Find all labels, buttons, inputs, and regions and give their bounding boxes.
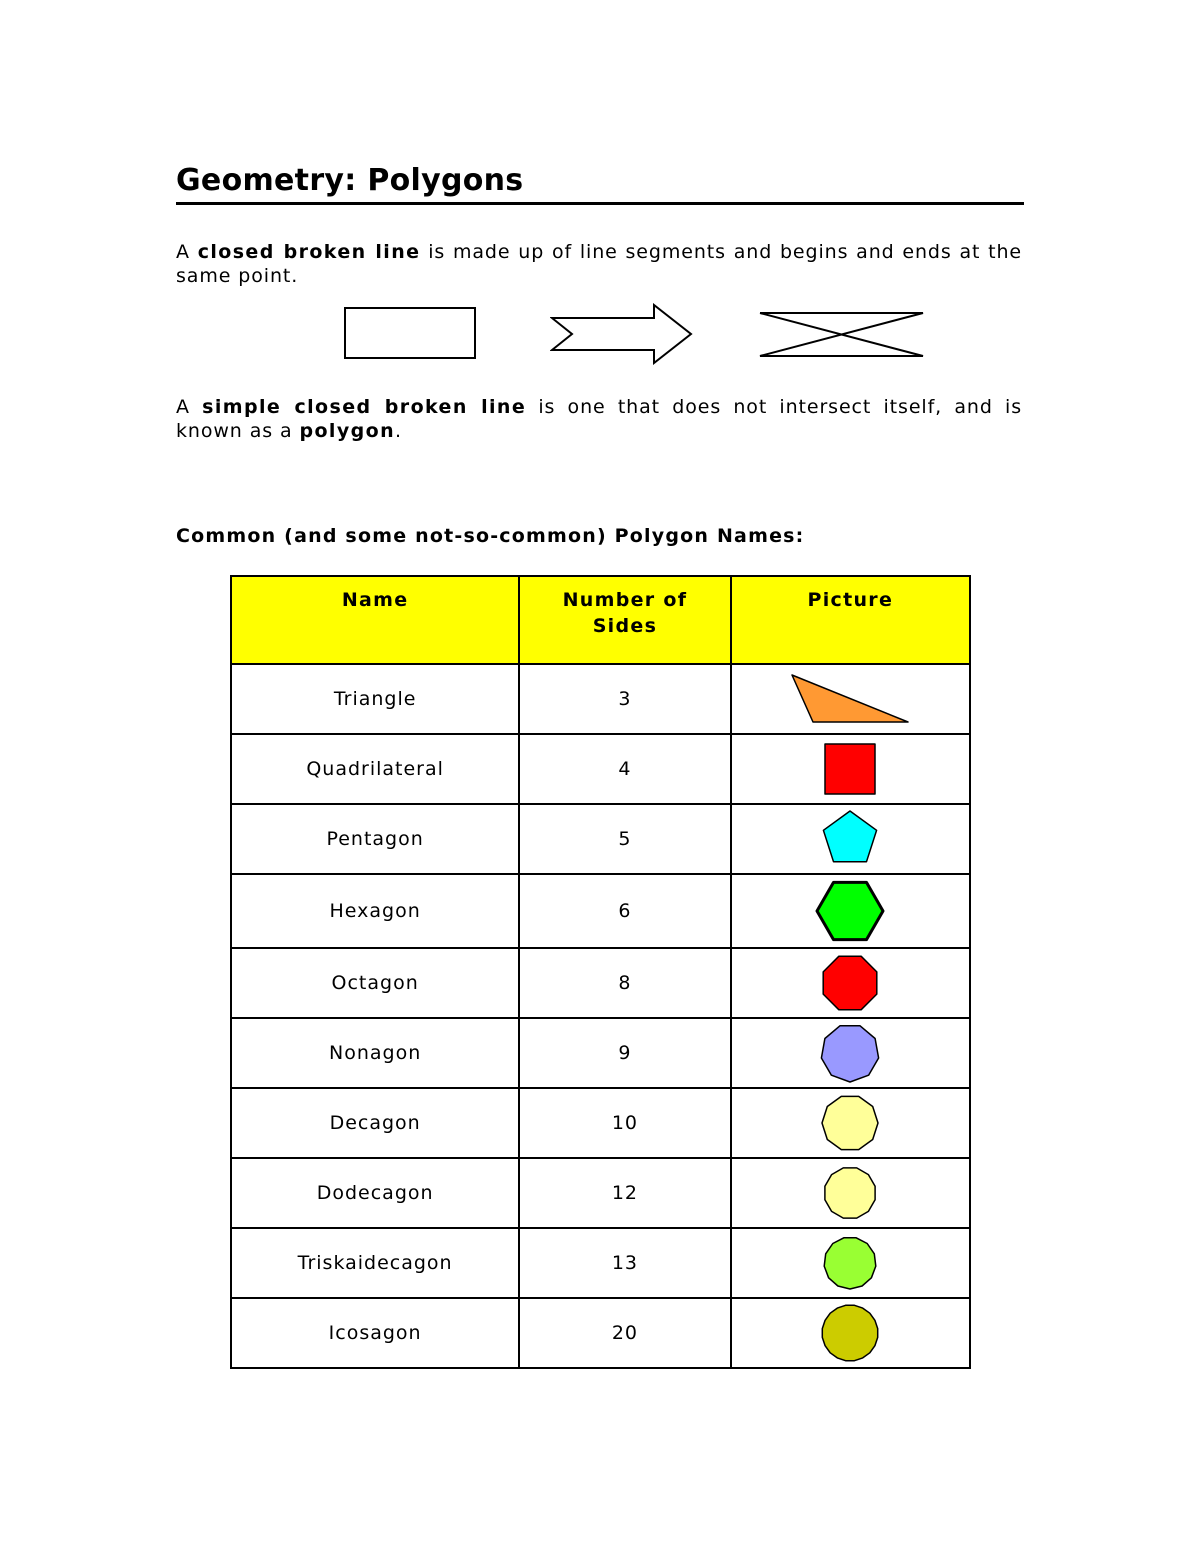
sides-count-cell: 9 xyxy=(519,1018,730,1088)
column-header-name: Name xyxy=(231,576,519,664)
table-row xyxy=(231,664,970,734)
term-simple-closed-broken-line: simple closed broken line xyxy=(202,396,527,418)
polygon-picture-cell xyxy=(731,1298,970,1368)
table-row xyxy=(231,874,970,948)
polygon-picture-cell xyxy=(731,664,970,734)
triskaidecagon-icon xyxy=(821,1234,879,1292)
polygon-picture-cell xyxy=(731,874,970,948)
polygon-picture-cell xyxy=(731,1158,970,1228)
polygon-definition: A simple closed broken line is one that does not intersect itself, and is known as a polygon. xyxy=(176,396,1022,442)
sides-count-cell: 12 xyxy=(519,1158,730,1228)
sides-count-cell: 6 xyxy=(519,874,730,948)
nonagon-icon xyxy=(818,1021,882,1085)
polygon-picture-cell xyxy=(731,1018,970,1088)
polygon-name-cell: Dodecagon xyxy=(231,1158,519,1228)
sides-count-cell: 5 xyxy=(519,804,730,874)
sides-count-cell: 8 xyxy=(519,948,730,1018)
table-row xyxy=(231,1158,970,1228)
arrow-example xyxy=(550,303,694,365)
sides-count-cell: 20 xyxy=(519,1298,730,1368)
polygon-picture-cell xyxy=(731,804,970,874)
polygon-name-cell: Hexagon xyxy=(231,874,519,948)
polygon-name-cell: Pentagon xyxy=(231,804,519,874)
polygon-name-cell: Triangle xyxy=(231,664,519,734)
page-title: Geometry: Polygons xyxy=(176,163,1024,205)
decagon-icon xyxy=(819,1092,881,1154)
dodecagon-icon xyxy=(821,1164,879,1222)
octagon-icon xyxy=(818,951,882,1015)
table-row xyxy=(231,1228,970,1298)
pentagon-icon xyxy=(819,808,881,870)
term-closed-broken-line: closed broken line xyxy=(197,241,421,263)
icosagon-icon xyxy=(819,1302,881,1364)
polygon-picture-cell xyxy=(731,1228,970,1298)
polygon-name-cell: Icosagon xyxy=(231,1298,519,1368)
sides-count-cell: 3 xyxy=(519,664,730,734)
sides-count-cell: 10 xyxy=(519,1088,730,1158)
sides-count-cell: 4 xyxy=(519,734,730,804)
triangle-icon xyxy=(790,672,910,726)
polygon-table xyxy=(230,575,971,1369)
quadrilateral-icon xyxy=(822,741,878,797)
polygon-picture-cell xyxy=(731,734,970,804)
closed-broken-line-definition: A closed broken line is made up of line segments and begins and ends at the same point. xyxy=(176,241,1023,287)
table-body xyxy=(231,664,970,1368)
term-polygon: polygon xyxy=(299,420,396,442)
column-header-picture: Picture xyxy=(731,576,970,664)
polygon-name-cell: Triskaidecagon xyxy=(231,1228,519,1298)
polygon-name-cell: Nonagon xyxy=(231,1018,519,1088)
polygon-name-cell: Decagon xyxy=(231,1088,519,1158)
sides-count-cell: 13 xyxy=(519,1228,730,1298)
column-header-sides: Number of Sides xyxy=(519,576,730,664)
table-row xyxy=(231,1018,970,1088)
table-row xyxy=(231,1298,970,1368)
polygon-name-cell: Octagon xyxy=(231,948,519,1018)
table-row xyxy=(231,948,970,1018)
table-row xyxy=(231,1088,970,1158)
rectangle-example xyxy=(343,306,477,360)
hexagon-icon xyxy=(814,875,886,947)
polygon-picture-cell xyxy=(731,948,970,1018)
table-heading: Common (and some not-so-common) Polygon Names: xyxy=(176,525,805,547)
table-row xyxy=(231,734,970,804)
polygon-picture-cell xyxy=(731,1088,970,1158)
table-row xyxy=(231,804,970,874)
table-header-row xyxy=(231,576,970,664)
crossed-shape-example xyxy=(758,310,926,360)
polygon-name-cell: Quadrilateral xyxy=(231,734,519,804)
